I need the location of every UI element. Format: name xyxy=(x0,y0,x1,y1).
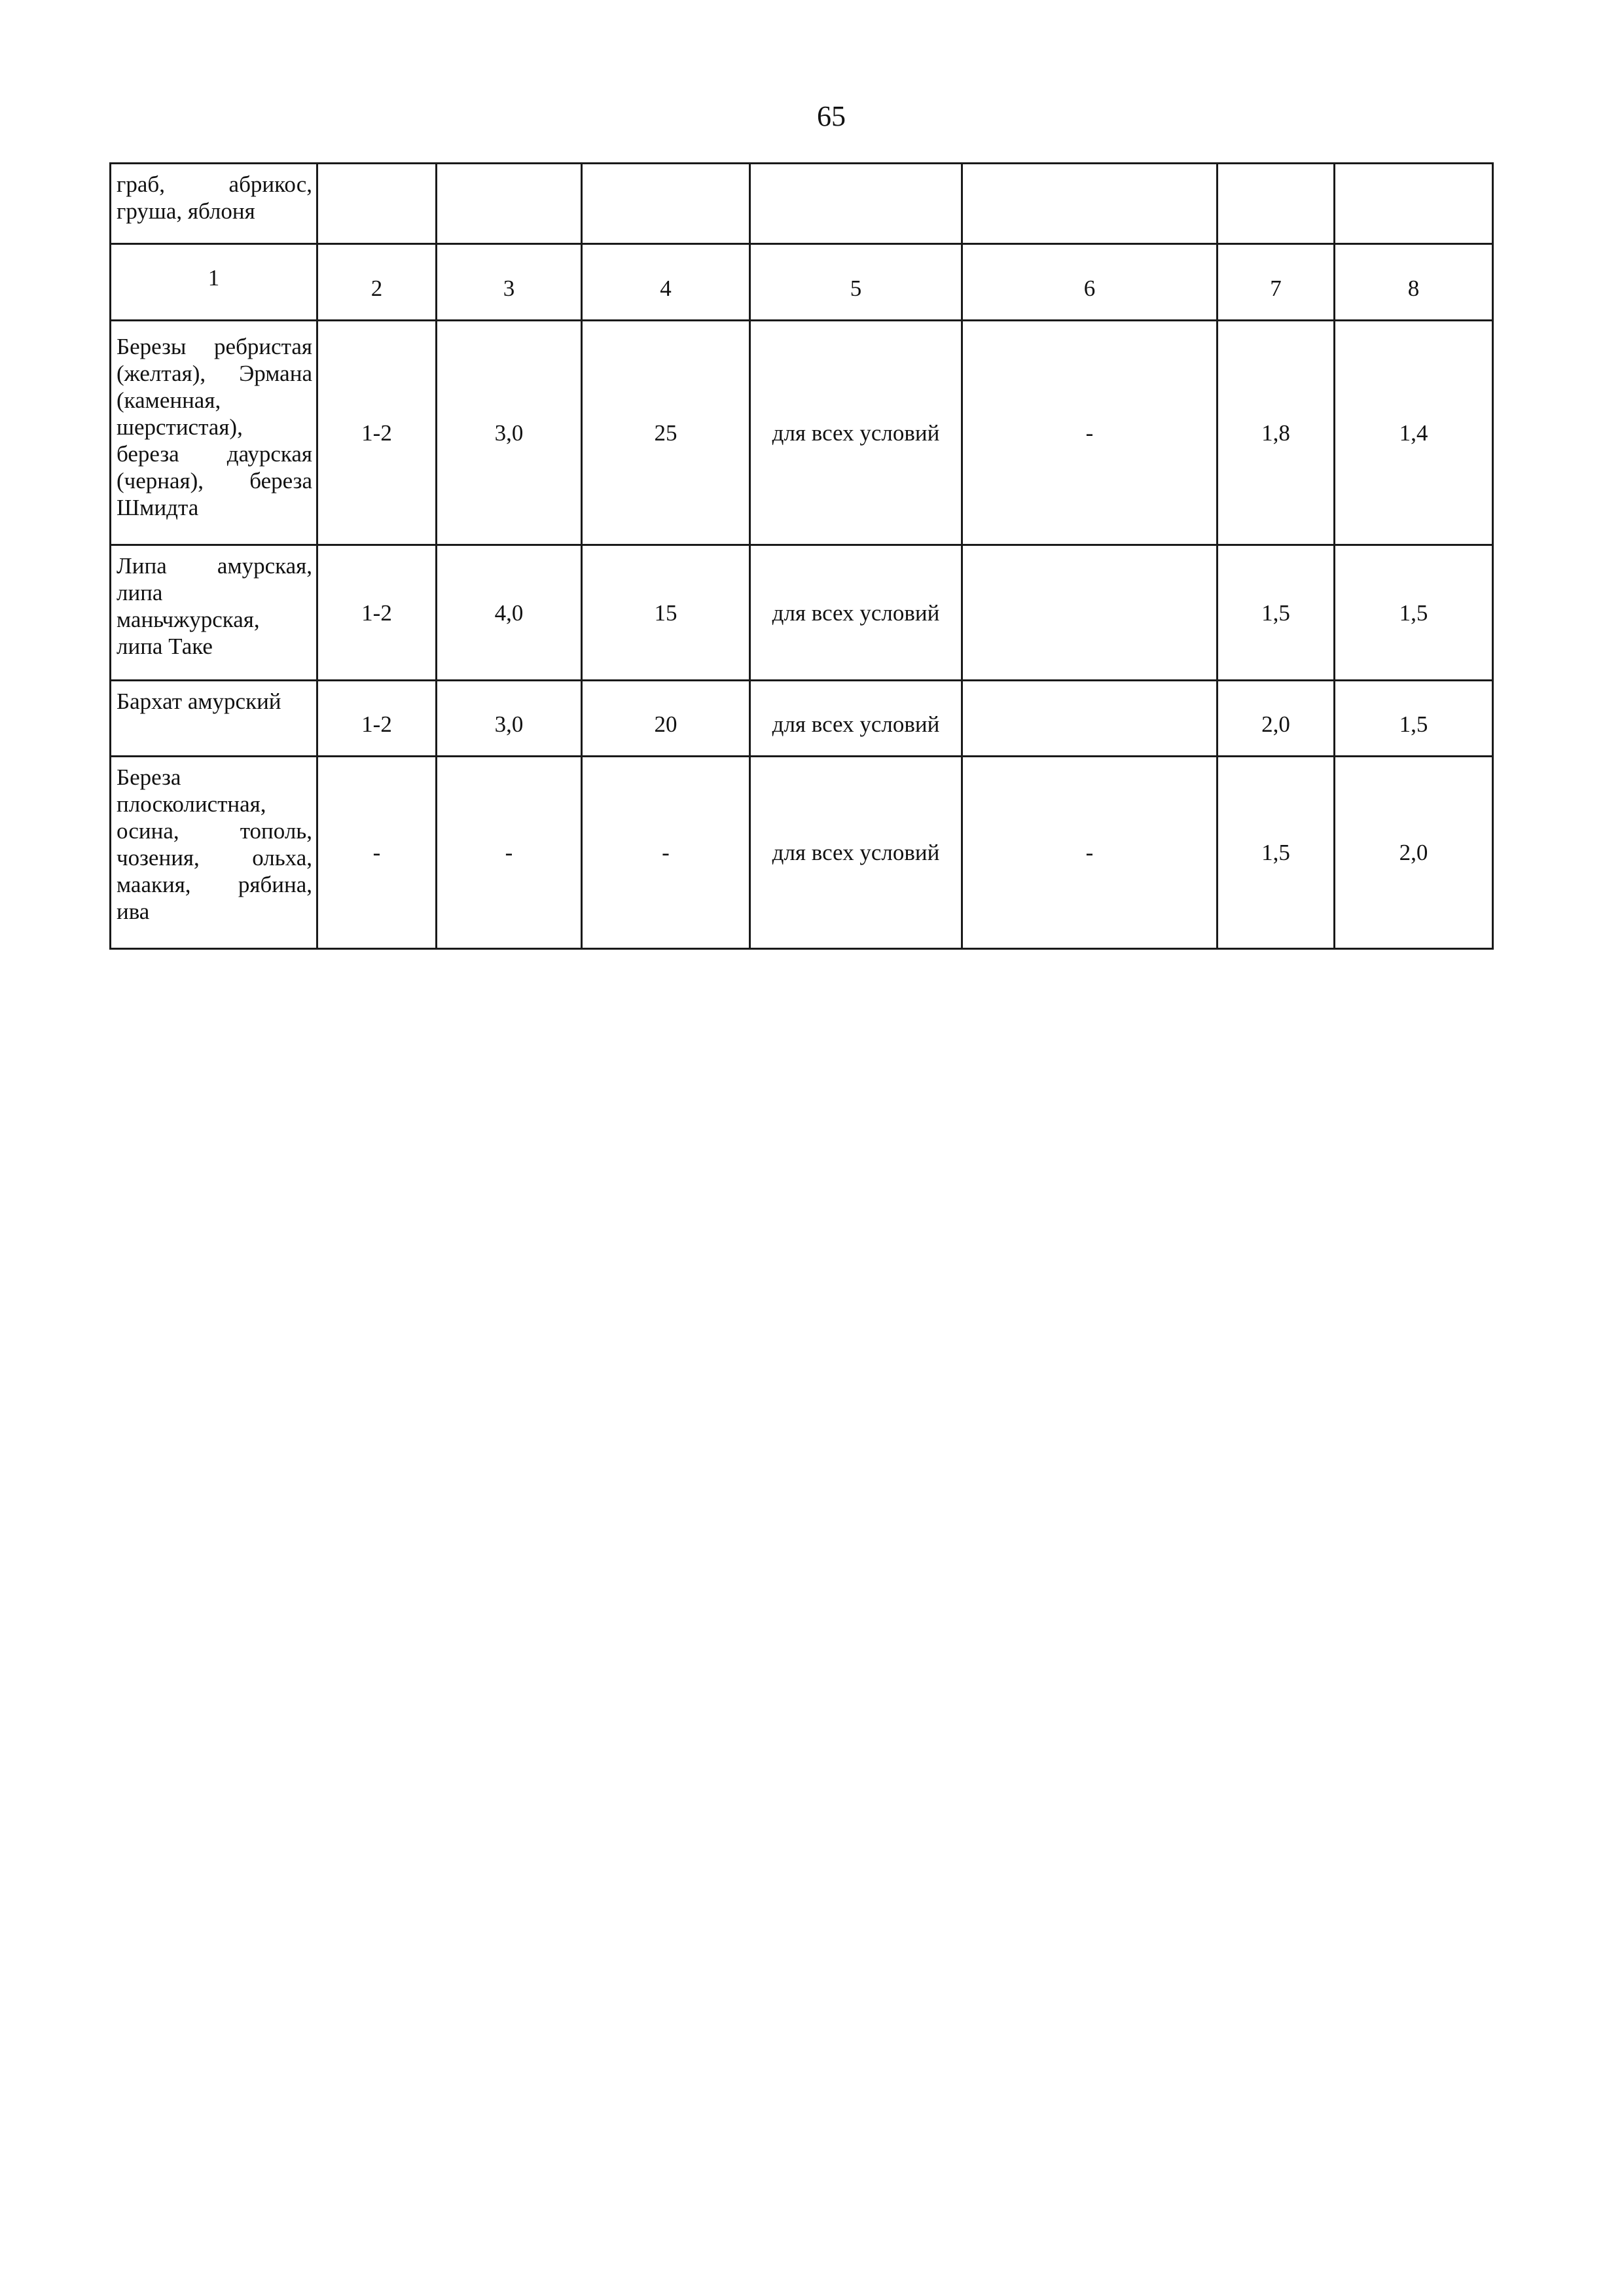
empty-cell xyxy=(437,164,582,244)
page-number: 65 xyxy=(817,100,846,132)
cell-col5: для всех условий xyxy=(750,321,962,545)
name-line: Липа амурская, xyxy=(117,553,312,579)
cell-col2: 1-2 xyxy=(317,681,437,757)
name-line: плосколистная, xyxy=(117,791,266,817)
cell-col4: 20 xyxy=(582,681,750,757)
cell-col2: - xyxy=(317,757,437,949)
table-row xyxy=(111,757,1493,949)
column-number-7: 7 xyxy=(1218,244,1335,321)
cell-col6 xyxy=(962,545,1218,681)
column-number-6: 6 xyxy=(962,244,1218,321)
cell-col5: для всех условий xyxy=(750,757,962,949)
cell-col8: 1,5 xyxy=(1335,681,1493,757)
cell-col4: - xyxy=(582,757,750,949)
name-line: (желтая), Эрмана xyxy=(117,361,312,386)
species-name-cell xyxy=(111,681,317,757)
cell-col7: 1,5 xyxy=(1218,757,1335,949)
cell-col8: 1,4 xyxy=(1335,321,1493,545)
cell-col2: 1-2 xyxy=(317,321,437,545)
name-line: ива xyxy=(117,899,150,924)
cell-col3: 3,0 xyxy=(437,321,582,545)
cell-col6 xyxy=(962,681,1218,757)
cell-col4: 15 xyxy=(582,545,750,681)
name-line: граб, абрикос, xyxy=(117,171,312,197)
column-number-8: 8 xyxy=(1335,244,1493,321)
cell-col2: 1-2 xyxy=(317,545,437,681)
cell-col3: 3,0 xyxy=(437,681,582,757)
name-line: (черная), береза xyxy=(117,468,312,493)
cell-col6: - xyxy=(962,757,1218,949)
cell-col4: 25 xyxy=(582,321,750,545)
species-name-cell xyxy=(111,321,317,545)
table-row xyxy=(111,681,1493,757)
empty-cell xyxy=(1335,164,1493,244)
name-line: Шмидта xyxy=(117,495,199,520)
cell-col3: - xyxy=(437,757,582,949)
column-numbers-row xyxy=(111,244,1493,321)
name-line: маньчжурская, xyxy=(117,607,260,632)
column-number-3: 3 xyxy=(437,244,582,321)
cell-col7: 2,0 xyxy=(1218,681,1335,757)
table-row xyxy=(111,321,1493,545)
species-name-cell xyxy=(111,757,317,949)
continuation-name-cell xyxy=(111,164,317,244)
species-table xyxy=(109,162,1494,950)
name-line: чозения, ольха, xyxy=(117,845,312,870)
cell-col8: 2,0 xyxy=(1335,757,1493,949)
name-line: липа xyxy=(117,580,163,605)
cell-col5: для всех условий xyxy=(750,545,962,681)
cell-col7: 1,5 xyxy=(1218,545,1335,681)
name-line: осина, тополь, xyxy=(117,818,312,844)
empty-cell xyxy=(962,164,1218,244)
empty-cell xyxy=(317,164,437,244)
name-line: Бархат амурский xyxy=(117,689,281,714)
empty-cell xyxy=(582,164,750,244)
name-line: береза даурская xyxy=(117,441,312,467)
name-line: липа Таке xyxy=(117,634,213,659)
name-line: груша, яблоня xyxy=(117,198,255,224)
name-line: Береза xyxy=(117,764,181,790)
column-number-4: 4 xyxy=(582,244,750,321)
column-number-1: 1 xyxy=(111,244,317,321)
cell-col8: 1,5 xyxy=(1335,545,1493,681)
name-line: шерстистая), xyxy=(117,414,243,440)
species-name-cell xyxy=(111,545,317,681)
cell-col6: - xyxy=(962,321,1218,545)
column-number-2: 2 xyxy=(317,244,437,321)
table-row xyxy=(111,545,1493,681)
continuation-row xyxy=(111,164,1493,244)
empty-cell xyxy=(750,164,962,244)
name-line: (каменная, xyxy=(117,387,221,413)
cell-col3: 4,0 xyxy=(437,545,582,681)
name-line: Березы ребристая xyxy=(117,334,312,359)
cell-col5: для всех условий xyxy=(750,681,962,757)
empty-cell xyxy=(1218,164,1335,244)
column-number-5: 5 xyxy=(750,244,962,321)
cell-col7: 1,8 xyxy=(1218,321,1335,545)
name-line: маакия, рябина, xyxy=(117,872,312,897)
